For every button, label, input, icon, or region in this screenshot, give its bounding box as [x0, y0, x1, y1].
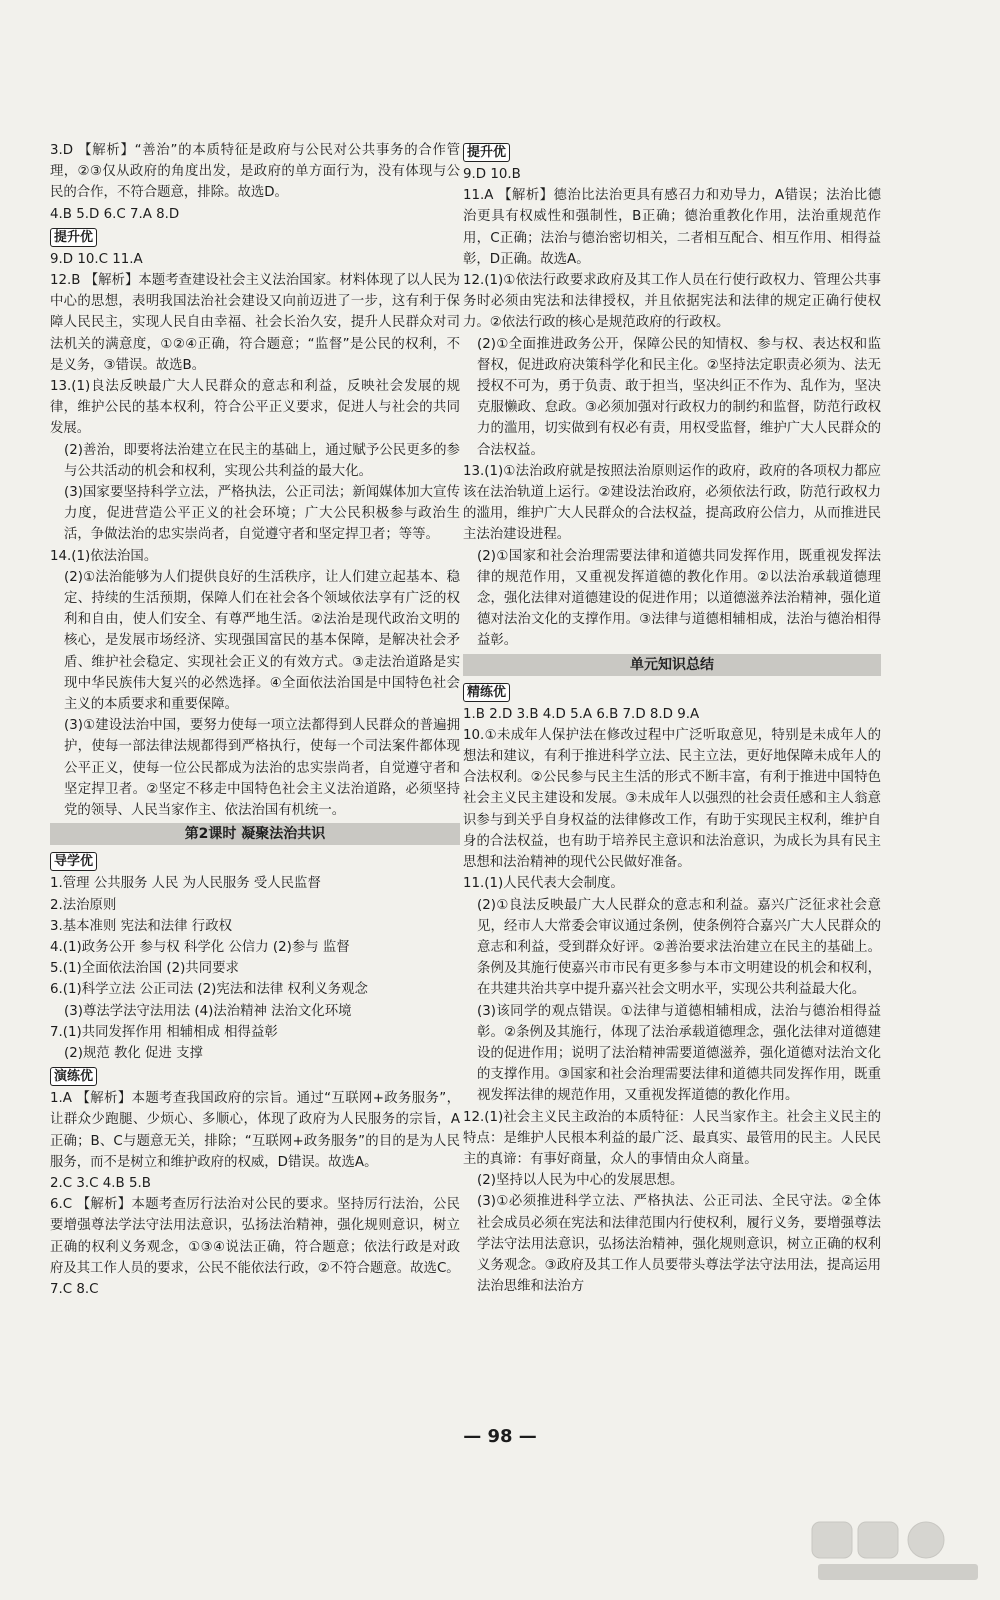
- answer-paragraph: (3)国家要坚持科学立法，严格执法，公正司法；新闻媒体加大宣传力度，促进营造公平正义的社会环境；广大公民积极参与政治生活，争做法治的忠实崇尚者，自觉遵守者和坚定捍卫者；等等。: [64, 485, 460, 543]
- answer-paragraph: 12.B 【解析】本题考查建设社会主义法治国家。材料体现了以人民为中心的思想，表明我国法治社会建设又向前迈进了一步，这有利于保障人民民主，实现人民自由幸福、社会长治久安，提升人民群众对司法机关的满意度，①②④正确，符合题意；“监督”是公民的权利，不是义务，③错误。故选B。: [50, 273, 460, 373]
- answer-paragraph: (2)①全面推进政务公开，保障公民的知情权、参与权、表达权和监督权，促进政府决策科学化和民主化。②坚持法定职责必须为、法无授权不可为，勇于负责、敢于担当，坚决纠正不作为、乱作为，坚决克服懒政、怠政。③必须加强对行政权力的制约和监督，防范行政权力的滥用，切实做到有权必有责，用权受监督，维护广大人民群众的合法权益。: [477, 336, 881, 458]
- answer-paragraph: (2)规范 教化 促进 支撑: [64, 1045, 203, 1061]
- answer-paragraph: 1.管理 公共服务 人民 为人民服务 受人民监督: [50, 876, 321, 892]
- section-badge: 导学优: [50, 852, 97, 871]
- answer-paragraph: (3)①建设法治中国，要努力使每一项立法都得到人民群众的普遍拥护，使每一部法律法规都得到严格执行，使每一个司法案件都体现公平正义，使每一位公民都成为法治的忠实崇尚者，自觉遵守者和坚定捍卫者。②坚定不移走中国特色社会主义法治道路，必须坚持党的领导、人民当家作主、依法治国有机统一。: [64, 718, 460, 819]
- answer-paragraph: 7.C 8.C: [50, 1281, 99, 1297]
- answer-paragraph: 1.B 2.D 3.B 4.D 5.A 6.B 7.D 8.D 9.A: [463, 706, 700, 722]
- section-badge: 提升优: [50, 228, 97, 247]
- section-badge: 提升优: [463, 143, 510, 162]
- section-banner: 单元知识总结: [463, 654, 881, 676]
- answer-paragraph: 11.(1)人民代表大会制度。: [463, 876, 624, 892]
- page-number: — 98 —: [463, 1426, 537, 1447]
- answer-paragraph: 3.D 【解析】“善治”的本质特征是政府与公民对公共事务的合作管理，②③仅从政府的角度出发，是政府的单方面行为，没有体现与公民的合作，不符合题意，排除。故选D。: [50, 143, 460, 201]
- answer-paragraph: 13.(1)良法反映最广大人民群众的意志和利益，反映社会发展的规律，维护公民的基本权利，符合公平正义要求，促进人与社会的共同发展。: [50, 379, 460, 437]
- answer-paragraph: (2)善治，即要将法治建立在民主的基础上，通过赋予公民更多的参与公共活动的机会和权利，实现公共利益的最大化。: [64, 442, 460, 479]
- right-column: [463, 140, 881, 1297]
- answer-paragraph: 13.(1)①法治政府就是按照法治原则运作的政府，政府的各项权力都应该在法治轨道上运行。②建设法治政府，必须依法行政，防范行政权力的滥用，维护广大人民群众的合法权益，提高政府公信力，从而推进民主法治建设进程。: [463, 463, 881, 543]
- left-column: [50, 140, 460, 1300]
- answer-paragraph: 9.D 10.B: [463, 167, 521, 182]
- answer-paragraph: 4.B 5.D 6.C 7.A 8.D: [50, 206, 180, 222]
- section-banner: 第2课时 凝聚法治共识: [50, 823, 460, 845]
- answer-paragraph: 14.(1)依法治国。: [50, 548, 158, 564]
- answer-paragraph: 10.①未成年人保护法在修改过程中广泛听取意见，特别是未成年人的想法和建议，有利于推进科学立法、民主立法，更好地保障未成年人的合法权利。②公民参与民主生活的形式不断丰富，有利于推进中国特色社会主义民主建设和发展。③未成年人以强烈的社会责任感和主人翁意识参与到关乎自身权益的法律修改工作，有助于实现民主权利，维护自身的合法权益，也有助于培养民主意识和法治意识，为成长为具有民主思想和法治精神的现代公民做好准备。: [463, 727, 881, 871]
- answer-paragraph: 5.(1)全面依法治国 (2)共同要求: [50, 961, 239, 977]
- answer-paragraph: 7.(1)共同发挥作用 相辅相成 相得益彰: [50, 1024, 278, 1040]
- answer-paragraph: 9.D 10.C 11.A: [50, 251, 143, 267]
- answer-paragraph: 6.C 【解析】本题考查厉行法治对公民的要求。坚持厉行法治，公民要增强尊法学法守法用法意识，弘扬法治精神，强化规则意识，树立正确的权利义务观念，①③④说法正确，符合题意；依法行政是对政府及其工作人员的要求，公民不能依法行政，②不符合题意。故选C。: [50, 1197, 460, 1276]
- answer-paragraph: 12.(1)社会主义民主政治的本质特征：人民当家作主。社会主义民主的特点：是维护人民根本利益的最广泛、最真实、最管用的民主。人民民主的真谛：有事好商量，众人的事情由众人商量。: [463, 1109, 881, 1167]
- watermark-logo-icon: [808, 1516, 988, 1586]
- answer-paragraph: 2.法治原则: [50, 897, 117, 913]
- answer-paragraph: (2)①国家和社会治理需要法律和道德共同发挥作用，既重视发挥法律的规范作用，又重视发挥道德的教化作用。②以法治承载道德理念，强化法律对道德建设的促进作用；以道德滋养法治精神，强化道德对法治文化的支撑作用。③法律与道德相辅相成，法治与德治相得益彰。: [477, 548, 881, 649]
- section-badge: 演练优: [50, 1067, 97, 1086]
- answer-paragraph: 11.A 【解析】德治比法治更具有感召力和劝导力，A错误；法治比德治更具有权威性和强制性，B正确；德治重教化作用，法治重规范作用，C正确；法治与德治密切相关，二者相互配合、相互作用、相得益彰，D正确。故选A。: [463, 188, 881, 267]
- answer-paragraph: (2)①法治能够为人们提供良好的生活秩序，让人们建立起基本、稳定、持续的生活预期，保障人们在社会各个领域依法享有广泛的权利和自由，使人们安全、有尊严地生活。②法治是现代政治文明的核心，是发展市场经济、实现强国富民的基本保障，是解决社会矛盾、维护社会稳定、实现社会正义的有效方式。③走法治道路是实现中华民族伟大复兴的必然选择。④全面依法治国是中国特色社会主义的本质要求和重要保障。: [64, 569, 460, 713]
- answer-paragraph: 4.(1)政务公开 参与权 科学化 公信力 (2)参与 监督: [50, 939, 350, 955]
- section-badge: 精练优: [463, 683, 510, 702]
- answer-paragraph: (3)该同学的观点错误。①法律与道德相辅相成，法治与德治相得益彰。②条例及其施行，体现了法治承载道德理念，强化法律对道德建设的促进作用；说明了法治精神需要道德滋养，强化道德对法治文化的支撑作用。③国家和社会治理需要法律和道德共同发挥作用，既重视发挥法律的规范作用，又重视发挥道德的教化作用。: [477, 1003, 881, 1104]
- answer-paragraph: (2)①良法反映最广大人民群众的意志和利益。嘉兴广泛征求社会意见，经市人大常委会审议通过条例，使条例符合嘉兴广大人民群众的意志和利益，受到群众好评。②善治要求法治建立在民主的基础上。条例及其施行使嘉兴市市民有更多参与本市文明建设的机会和权利，在共建共治共享中提升嘉兴社会文明水平，实现公共利益最大化。: [477, 897, 881, 998]
- answer-paragraph: 6.(1)科学立法 公正司法 (2)宪法和法律 权利义务观念: [50, 982, 368, 998]
- answer-paragraph: (2)坚持以人民为中心的发展思想。: [477, 1173, 684, 1189]
- answer-paragraph: 3.基本准则 宪法和法律 行政权: [50, 918, 232, 934]
- answer-paragraph: 1.A 【解析】本题考查我国政府的宗旨。通过“互联网+政务服务”，让群众少跑腿、少烦心、多顺心，体现了政府为人民服务的宗旨，A正确；B、C与题意无关，排除；“互联网+政务服务”的目的是为人民服务，而不是树立和维护政府的权威，D错误。故选A。: [50, 1091, 460, 1170]
- answer-paragraph: (3)①必须推进科学立法、严格执法、公正司法、全民守法。②全体社会成员必须在宪法和法律范围内行使权利，履行义务，要增强尊法学法守法用法意识，弘扬法治精神，强化规则意识，树立正确的权利义务观念。③政府及其工作人员要带头尊法学法守法用法，提高运用法治思维和法治方: [477, 1194, 881, 1295]
- answer-paragraph: 2.C 3.C 4.B 5.B: [50, 1175, 151, 1191]
- answer-paragraph: (3)尊法学法守法用法 (4)法治精神 法治文化环境: [64, 1003, 352, 1019]
- answer-paragraph: 12.(1)①依法行政要求政府及其工作人员在行使行政权力、管理公共事务时必须由宪法和法律授权，并且依据宪法和法律的规定正确行使权力。②依法行政的核心是规范政府的行政权。: [463, 273, 881, 331]
